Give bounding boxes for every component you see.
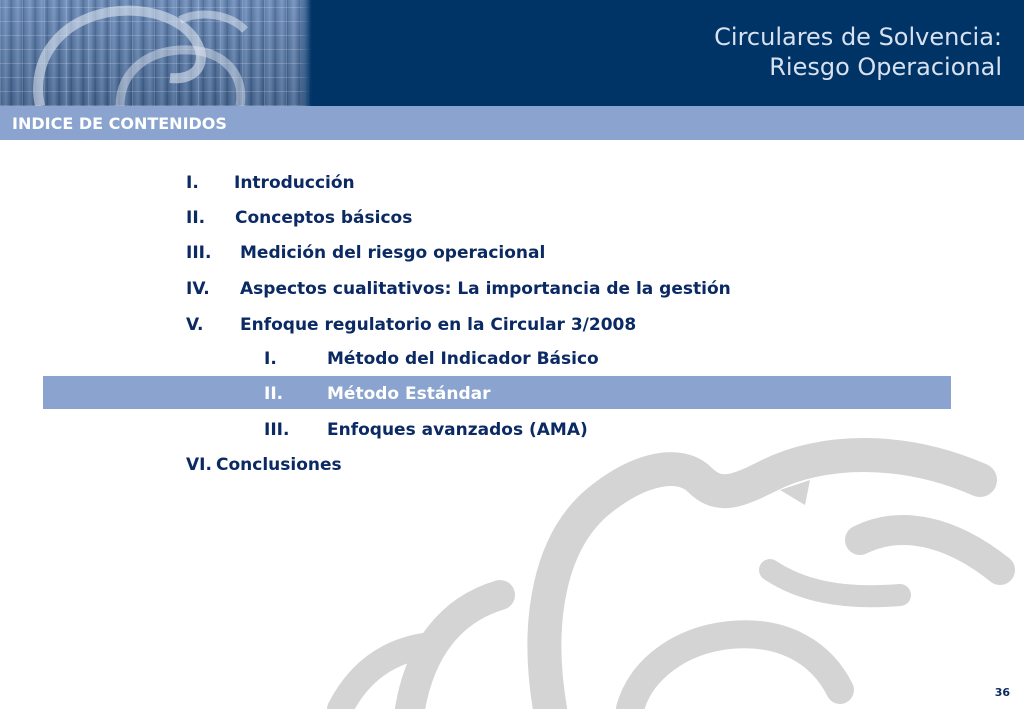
active-row-highlight [43, 376, 951, 409]
title-line-2: Riesgo Operacional [769, 53, 1002, 81]
header-banner [0, 0, 1024, 106]
toc-number: I. [264, 349, 277, 369]
section-bar [0, 106, 1024, 140]
toc-label: Método Estándar [327, 384, 491, 404]
page-title [714, 22, 1002, 82]
toc-number: III. [264, 420, 290, 440]
toc-label: Conclusiones [216, 455, 342, 475]
toc-number: II. [264, 384, 284, 404]
toc-label: Enfoque regulatorio en la Circular 3/2008 [240, 315, 637, 335]
eagle-watermark-icon [300, 420, 1024, 709]
toc-label: Medición del riesgo operacional [240, 243, 546, 263]
toc-number: II. [186, 208, 206, 228]
title-line-1: Circulares de Solvencia: [714, 23, 1002, 51]
toc-label: Conceptos básicos [235, 208, 413, 228]
toc-number: V. [186, 315, 204, 335]
toc-label: Enfoques avanzados (AMA) [327, 420, 588, 440]
toc-number: III. [186, 243, 212, 263]
eagle-logo-icon [0, 0, 312, 106]
toc-number: I. [186, 173, 199, 193]
toc-label: Introducción [234, 173, 355, 193]
page-number: 36 [994, 686, 1010, 699]
toc-number: IV. [186, 279, 210, 299]
toc-label: Aspectos cualitativos: La importancia de la gestión [240, 279, 731, 299]
section-label: INDICE DE CONTENIDOS [12, 114, 227, 133]
toc-label: Método del Indicador Básico [327, 349, 599, 369]
toc-number: VI. [186, 455, 212, 475]
header-photo [0, 0, 312, 106]
